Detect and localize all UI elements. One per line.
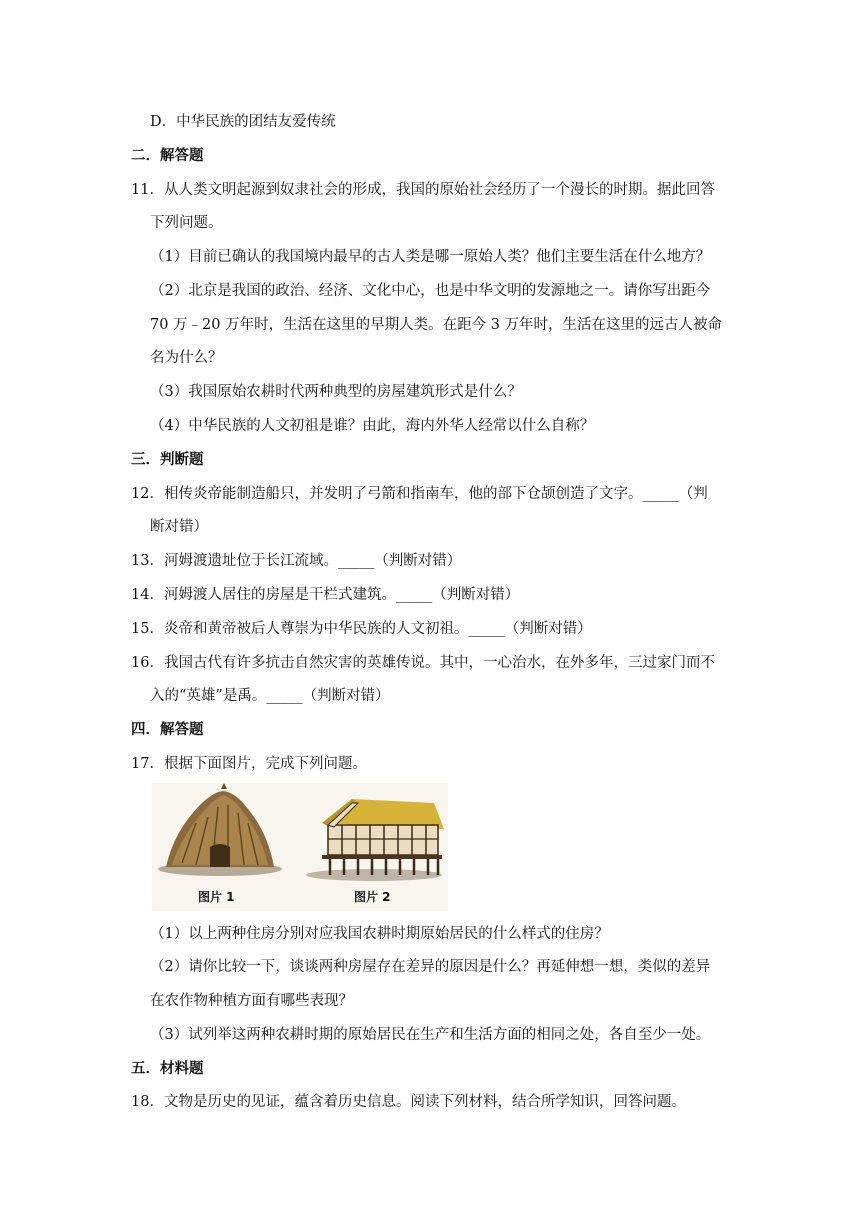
question-17-part-1: （1）以上两种住房分别对应我国农耕时期原始居民的什么样式的住房？	[150, 926, 609, 942]
question-17: 17．根据下面图片，完成下列问题。	[131, 756, 367, 772]
question-11-part-1: （1）目前已确认的我国境内最早的古人类是哪一原始人类？他们主要生活在什么地方？	[150, 249, 711, 265]
figure-label-1: 图片 1	[198, 890, 235, 904]
section-heading-5: 五．材料题	[131, 1061, 204, 1077]
figure-label-2: 图片 2	[354, 890, 391, 904]
question-11-part-2-end: 名为什么？	[150, 350, 223, 366]
question-12: 12．相传炎帝能制造船只，并发明了弓箭和指南车，他的部下仓颉创造了文字。_____（判	[131, 486, 708, 502]
question-11: 11．从人类文明起源到奴隶社会的形成，我国的原始社会经历了一个漫长的时期。据此回答	[131, 182, 715, 198]
section-heading-3: 三．判断题	[131, 452, 204, 468]
question-14: 14．河姆渡人居住的房屋是干栏式建筑。_____（判断对错）	[131, 587, 520, 603]
option-d: D．中华民族的团结友爱传统	[150, 114, 336, 130]
question-17-part-3: （3）试列举这两种农耕时期的原始居民在生产和生活方面的相同之处，各自至少一处。	[150, 1027, 711, 1043]
question-17-part-2: （2）请你比较一下，谈谈两种房屋存在差异的原因是什么？再延伸想一想，类似的差异	[150, 959, 711, 975]
question-16-cont: 入的“英雄”是禹。_____（判断对错）	[150, 688, 390, 704]
question-11-part-4: （4）中华民族的人文初祖是谁？由此，海内外华人经常以什么自称？	[150, 418, 595, 434]
question-12-cont: 断对错）	[150, 519, 208, 535]
question-15: 15．炎帝和黄帝被后人尊崇为中华民族的人文初祖。_____（判断对错）	[131, 621, 592, 637]
question-17-part-2-cont: 在农作物种植方面有哪些表现？	[150, 993, 353, 1009]
section-heading-2: 二．解答题	[131, 148, 204, 164]
house-figure-svg	[152, 783, 448, 911]
question-13: 13．河姆渡遗址位于长江流域。_____（判断对错）	[131, 553, 462, 569]
house-figure	[152, 783, 448, 911]
question-16: 16．我国古代有许多抗击自然灾害的英雄传说。其中，一心治水，在外多年，三过家门而不	[131, 655, 715, 671]
question-11-cont: 下列问题。	[150, 215, 223, 231]
question-11-part-3: （3）我国原始农耕时代两种典型的房屋建筑形式是什么？	[150, 384, 522, 400]
section-heading-4: 四．解答题	[131, 722, 204, 738]
question-11-part-2-cont: 70 万﹣20 万年时，生活在这里的早期人类。在距今 3 万年时，生活在这里的远古人被命	[150, 317, 723, 333]
question-11-part-2: （2）北京是我国的政治、经济、文化中心，也是中华文明的发源地之一。请你写出距今	[150, 283, 711, 299]
question-18: 18．文物是历史的见证，蕴含着历史信息。阅读下列材料，结合所学知识，回答问题。	[131, 1094, 686, 1110]
